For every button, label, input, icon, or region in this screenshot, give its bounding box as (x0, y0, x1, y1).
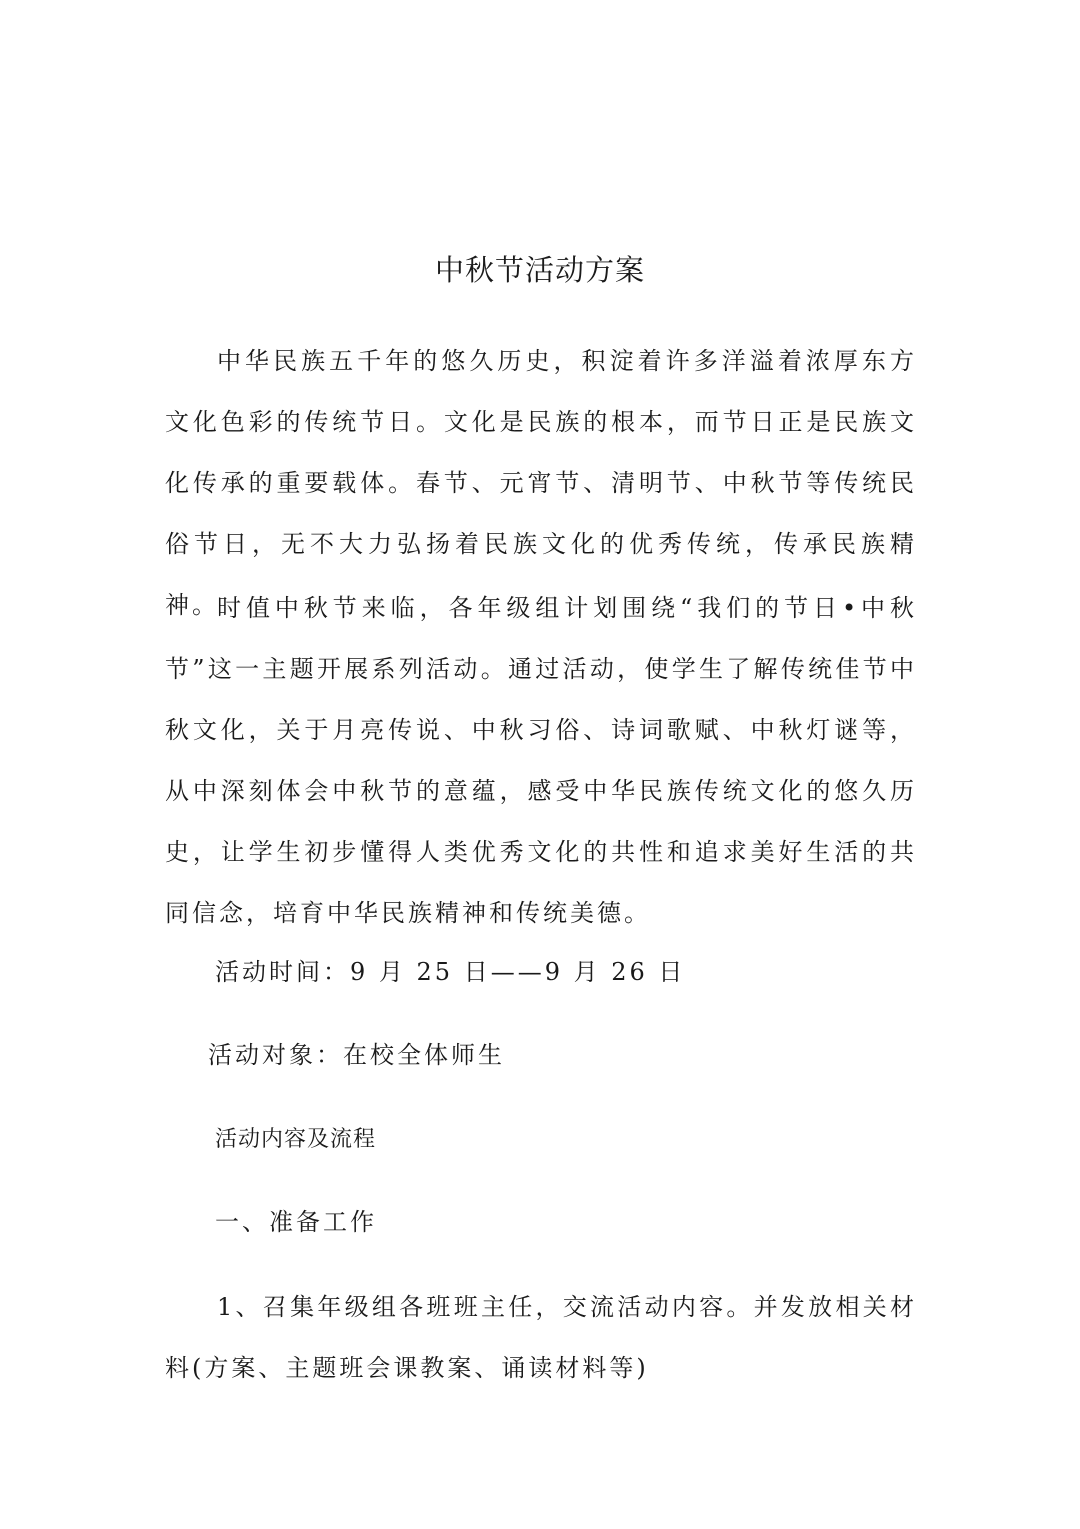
section-heading-preparation: 一、准备工作 (215, 1208, 377, 1236)
activity-content-heading: 活动内容及流程 (215, 1127, 377, 1152)
background-paragraph: 时值中秋节来临，各年级组计划围绕“我们的节日•中秋节”这一主题开展系列活动。通过活动，使学生了解传统佳节中秋文化，关于月亮传说、中秋习俗、诗词歌赋、中秋灯谜等，从中深刻体会中秋节的意蕴，感受中华民族传统文化的悠久历史，让学生初步懂得人类优秀文化的共性和追求美好生活的共同信念，培育中华民族精神和传统美德。 (165, 594, 917, 927)
intro-paragraph: 中华民族五千年的悠久历史，积淀着许多洋溢着浓厚东方文化色彩的传统节日。文化是民族的根本，而节日正是民族文化传承的重要载体。春节、元宵节、清明节、中秋节等传统民俗节日，无不大力弘扬着民族文化的优秀传统，传承民族精神。 (165, 347, 917, 619)
activity-time: 活动时间：9 月 25 日——9 月 26 日 (215, 958, 686, 986)
list-item: 1、召集年级组各班班主任，交流活动内容。并发放相关材料(方案、主题班会课教案、诵读材料等) (165, 1293, 917, 1382)
document-title: 中秋节活动方案 (434, 253, 645, 287)
activity-target: 活动对象：在校全体师生 (208, 1041, 505, 1069)
